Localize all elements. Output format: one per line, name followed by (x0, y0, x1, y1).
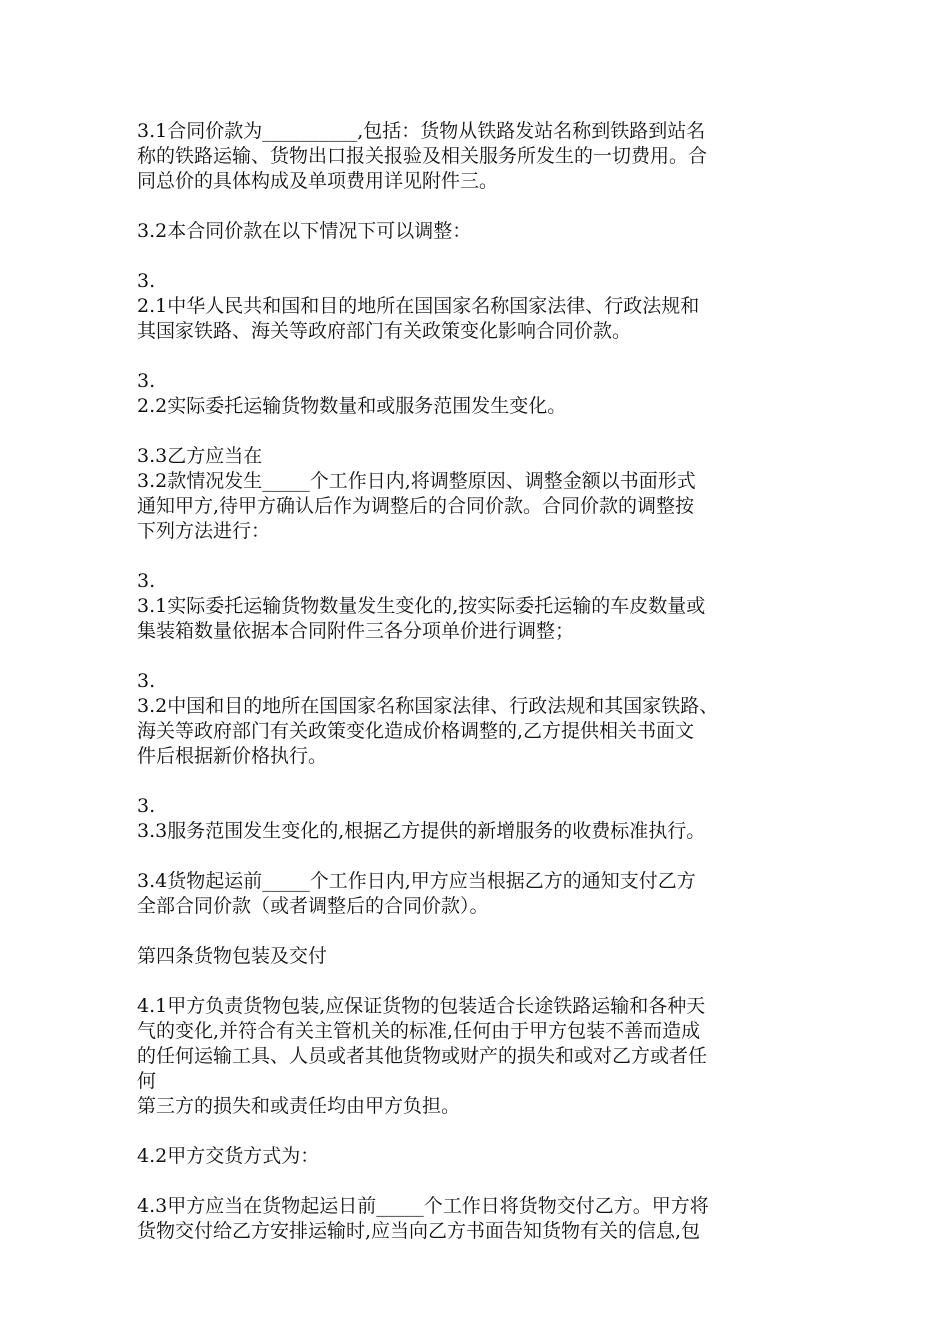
text-line: 2.2实际委托运输货物数量和或服务范围发生变化。 (137, 395, 567, 417)
text-line: 气的变化,并符合有关主管机关的标准,任何由于甲方包装不善而造成 (137, 1020, 701, 1042)
paragraph-3-3-1 (137, 569, 827, 644)
text-line: 3. (137, 670, 156, 692)
paragraph-4-3 (137, 1194, 827, 1244)
paragraph-4-1 (137, 994, 827, 1119)
text-line: 3.4货物起运前_____个工作日内,甲方应当根据乙方的通知支付乙方 (137, 870, 696, 892)
text-line: 3. (137, 795, 156, 817)
document-page (137, 119, 827, 1269)
text-line: 3.2款情况发生_____个工作日内,将调整原因、调整金额以书面形式 (137, 470, 696, 492)
paragraph-3-2-2 (137, 369, 827, 419)
text-line: 件后根据新价格执行。 (137, 745, 328, 767)
paragraph-3-2-1 (137, 269, 827, 344)
text-line: 同总价的具体构成及单项费用详见附件三。 (137, 170, 499, 192)
text-line: 通知甲方,待甲方确认后作为调整后的合同价款。合同价款的调整按 (137, 495, 695, 517)
paragraph-3-3-2 (137, 669, 827, 769)
text-line: 3. (137, 370, 156, 392)
text-line: 4.1甲方负责货物包装,应保证货物的包装适合长途铁路运输和各种天 (137, 995, 706, 1017)
paragraph-3-2 (137, 219, 827, 244)
text-line: 集装箱数量依据本合同附件三各分项单价进行调整； (137, 620, 575, 642)
text-line: 3. (137, 570, 156, 592)
section-heading-article-4 (137, 944, 827, 969)
text-line: 货物交付给乙方安排运输时,应当向乙方书面告知货物有关的信息,包 (137, 1220, 701, 1242)
text-line: 3. (137, 270, 156, 292)
text-line: 称的铁路运输、货物出口报关报验及相关服务所发生的一切费用。合 (137, 145, 708, 167)
text-line: 下列方法进行： (137, 520, 271, 542)
paragraph-3-3-3 (137, 794, 827, 844)
text-line: 何 (137, 1070, 157, 1092)
text-line: 3.1合同价款为__________,包括：货物从铁路发站名称到铁路到站名 (137, 120, 706, 142)
text-line: 3.2中国和目的地所在国国家名称国家法律、行政法规和其国家铁路、 (137, 695, 719, 717)
text-line: 的任何运输工具、人员或者其他货物或财产的损失和或对乙方或者任 (137, 1045, 708, 1067)
text-line: 第四条货物包装及交付 (137, 945, 328, 967)
paragraph-3-3 (137, 444, 827, 544)
text-line: 4.3甲方应当在货物起运日前_____个工作日将货物交付乙方。甲方将 (137, 1195, 709, 1217)
text-line: 海关等政府部门有关政策变化造成价格调整的,乙方提供相关书面文 (137, 720, 695, 742)
text-line: 4.2甲方交货方式为： (137, 1145, 320, 1167)
paragraph-3-1 (137, 119, 827, 194)
paragraph-3-4 (137, 869, 827, 919)
text-line: 3.3服务范围发生变化的,根据乙方提供的新增服务的收费标准执行。 (137, 820, 706, 842)
text-line: 全部合同价款（或者调整后的合同价款）。 (137, 895, 489, 917)
text-line: 第三方的损失和或责任均由甲方负担。 (137, 1095, 461, 1117)
paragraph-4-2 (137, 1144, 827, 1169)
text-line: 3.3乙方应当在 (137, 445, 263, 467)
text-line: 3.1实际委托运输货物数量发生变化的,按实际委托运输的车皮数量或 (137, 595, 706, 617)
text-line: 3.2本合同价款在以下情况下可以调整： (137, 220, 472, 242)
text-line: 2.1中华人民共和国和目的地所在国国家名称国家法律、行政法规和 (137, 295, 700, 317)
text-line: 其国家铁路、海关等政府部门有关政策变化影响合同价款。 (137, 320, 632, 342)
